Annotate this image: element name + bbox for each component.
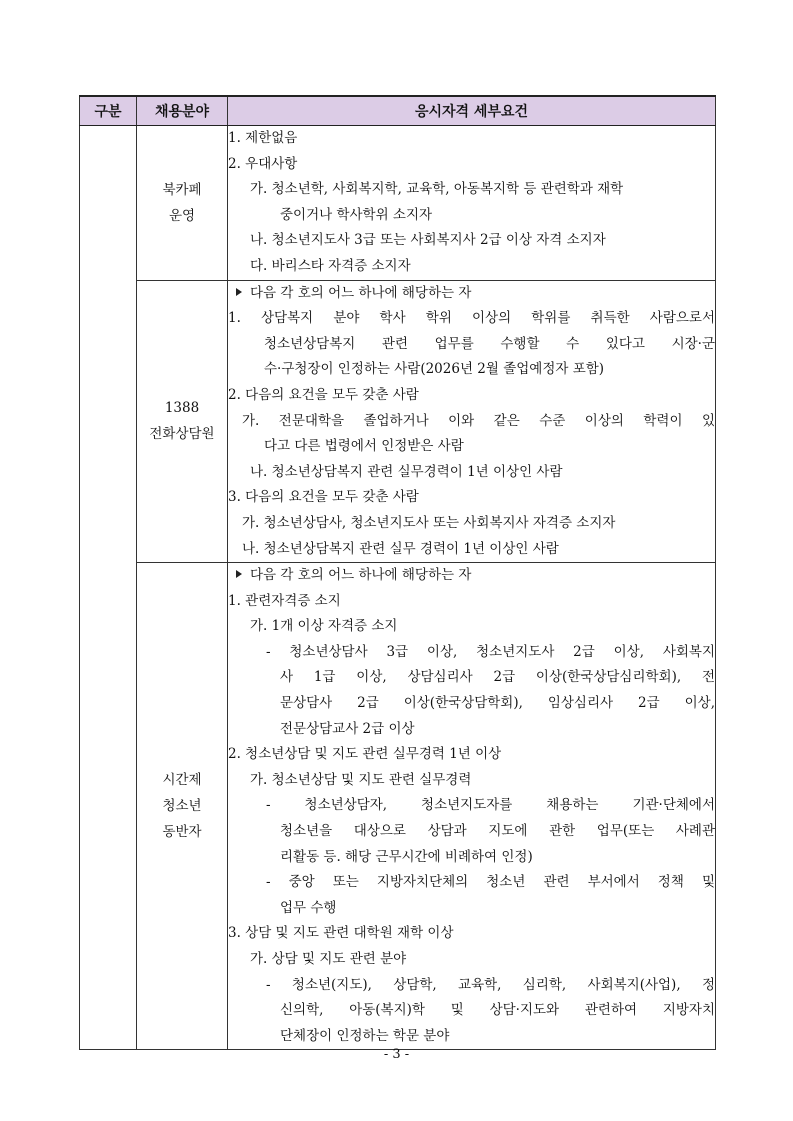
list-item: 청소년상담복지 관련 업무를 수행할 수 있다고 시장·군 (264, 335, 715, 352)
list-item: 중이거나 학사학위 소지자 (280, 206, 433, 223)
list-item: 2. 다음의 요건을 모두 갖춘 사람 (228, 386, 419, 403)
list-item: 수·구청장이 인정하는 사람(2026년 2월 졸업예정자 포함) (264, 361, 605, 378)
list-item: 3. 상담 및 지도 관련 대학원 재학 이상 (228, 925, 454, 942)
list-item: 단체장이 인정하는 학문 분야 (280, 1027, 450, 1044)
bullet-text: 다음 각 호의 어느 하나에 해당하는 자 (250, 567, 472, 584)
field-label: 북카페 (162, 181, 202, 198)
table-header-row (80, 96, 716, 126)
list-item: 다고 다른 법령에서 인정받은 사람 (264, 438, 464, 455)
list-item: 1. 상담복지 분야 학사 학위 이상의 학위를 취득한 사람으로서 (228, 310, 715, 327)
list-item: 가. 청소년학, 사회복지학, 교육학, 아동복지학 등 관련학과 재학 (250, 181, 624, 198)
list-item: - 청소년상담사 3급 이상, 청소년지도사 2급 이상, 사회복지 (266, 643, 715, 660)
list-item: 가. 상담 및 지도 관련 분야 (250, 951, 407, 967)
list-item: 청소년을 대상으로 상담과 지도에 관한 업무(또는 사례관 (280, 823, 715, 840)
list-item: 2. 청소년상담 및 지도 관련 실무경력 1년 이상 (228, 746, 502, 763)
list-item: 신의학, 아동(복지)학 및 상담·지도와 관련하여 지방자치 (280, 1002, 715, 1019)
list-item: 나. 청소년상담복지 관련 실무 경력이 1년 이상인 사람 (242, 540, 559, 557)
field-label: 전화상담원 (149, 426, 215, 443)
field-label: 1388 (164, 400, 200, 417)
triangle-bullet-icon (236, 570, 242, 578)
list-item: 사 1급 이상, 상담심리사 2급 이상(한국상담심리학회), 전 (280, 669, 715, 686)
table-row (80, 280, 716, 563)
list-item: - 청소년상담자, 청소년지도자를 채용하는 기관·단체에서 (266, 797, 715, 814)
table-row (80, 563, 716, 1050)
list-item: 다. 바리스타 자격증 소지자 (250, 257, 411, 274)
requirements-table (79, 95, 716, 1050)
list-item: 2. 우대사항 (228, 155, 298, 172)
triangle-bullet-icon (236, 288, 242, 296)
list-item: 가. 청소년상담 및 지도 관련 실무경력 (250, 771, 472, 788)
field-cell-companion (137, 563, 228, 1050)
list-item: 1. 관련자격증 소지 (228, 592, 341, 609)
list-item: - 청소년(지도), 상담학, 교육학, 심리학, 사회복지(사업), 정 (266, 976, 715, 993)
list-item: 리활동 등. 해당 근무시간에 비례하여 인정) (280, 848, 533, 865)
field-label: 청소년 (162, 798, 202, 815)
list-item: 업무 수행 (280, 899, 337, 916)
header-requirements: 응시자격 세부요건 (228, 96, 716, 126)
list-item: 3. 다음의 요건을 모두 갖춘 사람 (228, 489, 419, 506)
header-field: 채용분야 (137, 96, 228, 126)
list-item (228, 563, 715, 589)
category-cell (80, 126, 137, 1050)
list-item: 나. 청소년상담복지 관련 실무경력이 1년 이상인 사람 (250, 463, 563, 480)
list-item: 문상담사 2급 이상(한국상담학회), 임상심리사 2급 이상, (280, 695, 715, 712)
list-item: 가. 전문대학을 졸업하거나 이와 같은 수준 이상의 학력이 있 (242, 412, 715, 429)
list-item: - 중앙 또는 지방자치단체의 청소년 관련 부서에서 정책 및 (266, 874, 715, 891)
requirements-cell (228, 126, 716, 281)
requirements-cell (228, 280, 716, 563)
table-row (80, 126, 716, 281)
requirements-cell (228, 563, 716, 1050)
field-label: 시간제 (162, 772, 202, 789)
header-category: 구분 (80, 96, 137, 126)
field-label: 동반자 (162, 824, 202, 841)
page-number: - 3 - (383, 1047, 410, 1062)
list-item: 가. 청소년상담사, 청소년지도사 또는 사회복지사 자격증 소지자 (242, 514, 616, 531)
field-cell-bookcafe (137, 126, 228, 281)
bullet-text: 다음 각 호의 어느 하나에 해당하는 자 (250, 284, 472, 301)
list-item: 가. 1개 이상 자격증 소지 (250, 618, 398, 635)
list-item: 전문상담교사 2급 이상 (280, 720, 415, 737)
list-item (228, 281, 715, 307)
field-cell-1388 (137, 280, 228, 563)
list-item: 1. 제한없음 (228, 130, 298, 146)
list-item: 나. 청소년지도사 3급 또는 사회복지사 2급 이상 자격 소지자 (250, 232, 606, 249)
field-label: 운영 (168, 207, 196, 224)
